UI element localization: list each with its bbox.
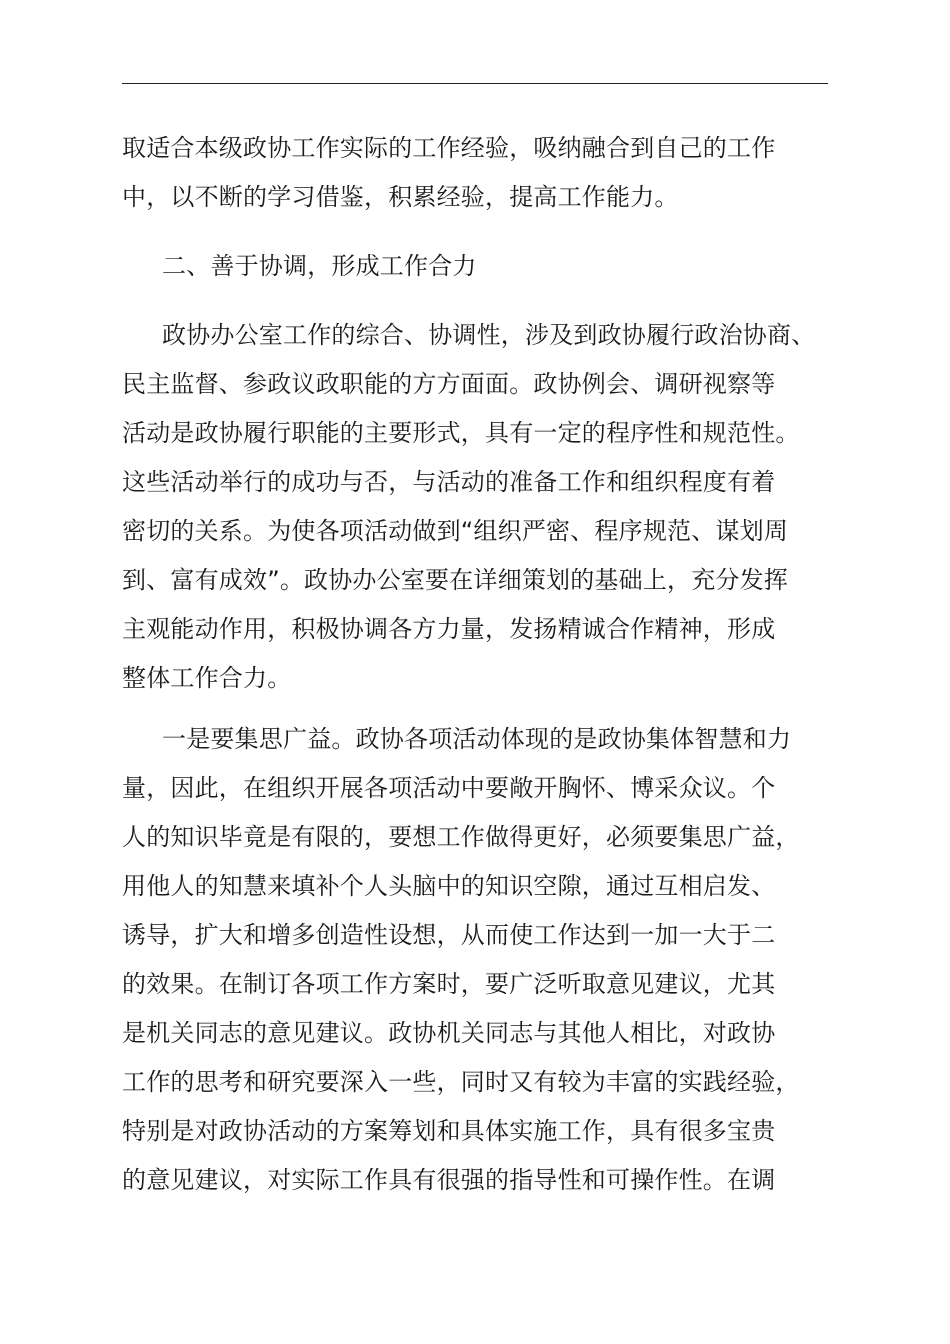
document-body (122, 124, 832, 1205)
text-line: 的意见建议，对实际工作具有很强的指导性和可操作性。在调 (122, 1166, 776, 1194)
paragraph-brainstorm (122, 715, 832, 1205)
text-line: 到、富有成效”。政协办公室要在详细策划的基础上，充分发挥 (122, 566, 789, 594)
text-line: 特别是对政协活动的方案筹划和具体实施工作，具有很多宝贵 (122, 1117, 776, 1145)
text-line: 的效果。在制订各项工作方案时，要广泛听取意见建议，尤其 (122, 970, 776, 998)
continuation-paragraph (122, 124, 832, 222)
text-line: 是机关同志的意见建议。政协机关同志与其他人相比，对政协 (122, 1019, 776, 1047)
paragraph-coordination (122, 311, 832, 703)
text-line: 用他人的知慧来填补个人头脑中的知识空隙，通过互相启发、 (122, 872, 776, 900)
text-line: 主观能动作用，积极协调各方力量，发扬精诚合作精神，形成 (122, 615, 776, 643)
text-line: 这些活动举行的成功与否，与活动的准备工作和组织程度有着 (122, 468, 776, 496)
text-line: 中，以不断的学习借鉴，积累经验，提高工作能力。 (122, 183, 679, 211)
text-line: 诱导，扩大和增多创造性设想，从而使工作达到一加一大于二 (122, 921, 776, 949)
text-line: 一是要集思广益。政协各项活动体现的是政协集体智慧和力 (162, 725, 792, 753)
section-heading-text: 二、善于协调，形成工作合力 (162, 252, 477, 280)
text-line: 工作的思考和研究要深入一些，同时又有较为丰富的实践经验， (122, 1068, 800, 1096)
text-line: 民主监督、参政议政职能的方方面面。政协例会、调研视察等 (122, 370, 776, 398)
text-line: 密切的关系。为使各项活动做到“组织严密、程序规范、谋划周 (122, 517, 789, 545)
text-line: 政协办公室工作的综合、协调性，涉及到政协履行政治协商、 (162, 321, 816, 349)
text-line: 量，因此，在组织开展各项活动中要敞开胸怀、博采众议。个 (122, 774, 776, 802)
section-heading (122, 242, 832, 291)
header-rule (122, 83, 828, 84)
text-line: 人的知识毕竟是有限的，要想工作做得更好，必须要集思广益， (122, 823, 800, 851)
text-line: 取适合本级政协工作实际的工作经验，吸纳融合到自己的工作 (122, 134, 776, 162)
text-line: 整体工作合力。 (122, 664, 292, 692)
text-line: 活动是政协履行职能的主要形式，具有一定的程序性和规范性。 (122, 419, 800, 447)
